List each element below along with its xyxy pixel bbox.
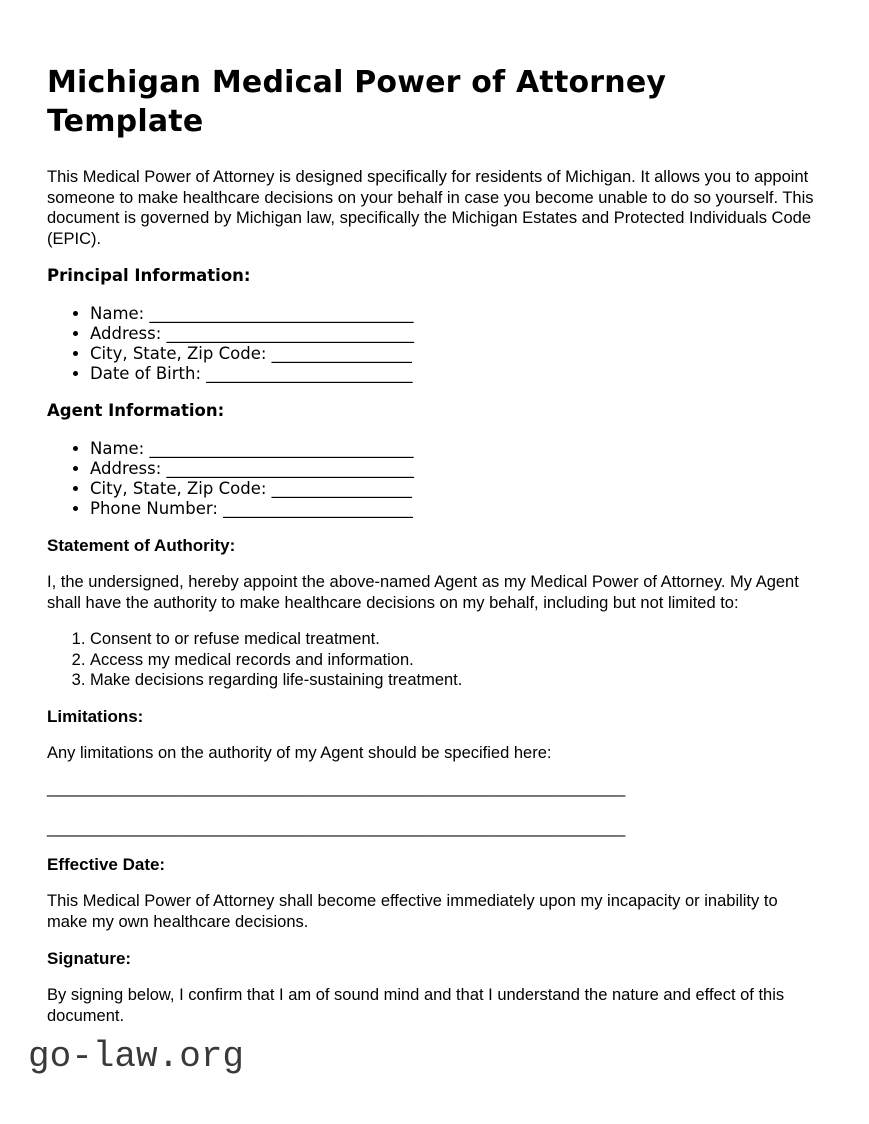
signature-heading: Signature: bbox=[47, 949, 132, 968]
principal-name-field: • Name: ________________________________ bbox=[90, 304, 815, 324]
authority-power-item: 3. Make decisions regarding life-sustaining treatment. bbox=[90, 670, 815, 691]
limitations-paragraph: Any limitations on the authority of my Agent should be specified here: bbox=[47, 743, 552, 762]
agent-city-state-zip-field: • City, State, Zip Code: _________________ bbox=[90, 479, 815, 499]
statement-of-authority-paragraph: I, the undersigned, hereby appoint the above-named Agent as my Medical Power of Attorney. My Agent shall have the authority to make healthcare decisions on my behalf, including but not limited to: bbox=[47, 573, 799, 612]
limitations-blank-line: _______________________________________________________________ bbox=[47, 819, 626, 837]
agent-name-field: • Name: ________________________________ bbox=[90, 439, 815, 459]
principal-city-state-zip-field: • City, State, Zip Code: _________________ bbox=[90, 344, 815, 364]
principal-information-list bbox=[47, 304, 815, 384]
principal-information-heading: Principal Information: bbox=[47, 266, 251, 285]
effective-date-heading: Effective Date: bbox=[47, 855, 166, 874]
document-title: Michigan Medical Power of Attorney Template bbox=[47, 65, 667, 139]
agent-address-field: • Address: ______________________________ bbox=[90, 459, 815, 479]
agent-information-list bbox=[47, 439, 815, 519]
signature-paragraph: By signing below, I confirm that I am of sound mind and that I understand the nature and effect of this document. bbox=[47, 986, 785, 1025]
agent-information-heading: Agent Information: bbox=[47, 401, 225, 420]
agent-phone-number-field: • Phone Number: _______________________ bbox=[90, 499, 815, 519]
limitations-blank-line: _______________________________________________________________ bbox=[47, 779, 626, 797]
limitations-heading: Limitations: bbox=[47, 706, 144, 726]
authority-power-item: 1. Consent to or refuse medical treatment. bbox=[90, 629, 815, 650]
intro-paragraph: This Medical Power of Attorney is designed specifically for residents of Michigan. It allows you to appoint someone to make healthcare decisions on your behalf in case you become unable to do so yourself. This document is governed by Michigan law, specifically the Michigan Estates and Protected Individuals Code (EPIC). bbox=[47, 168, 814, 248]
authority-powers-list bbox=[47, 629, 815, 691]
effective-date-paragraph: This Medical Power of Attorney shall become effective immediately upon my incapacity or inability to make my own healthcare decisions. bbox=[47, 892, 778, 931]
principal-date-of-birth-field: • Date of Birth: _________________________ bbox=[90, 364, 815, 384]
principal-address-field: • Address: ______________________________ bbox=[90, 324, 815, 344]
authority-power-item: 2. Access my medical records and information. bbox=[90, 650, 815, 671]
statement-of-authority-heading: Statement of Authority: bbox=[47, 536, 236, 555]
go-law-site-logo: go-law.org bbox=[28, 1036, 245, 1077]
